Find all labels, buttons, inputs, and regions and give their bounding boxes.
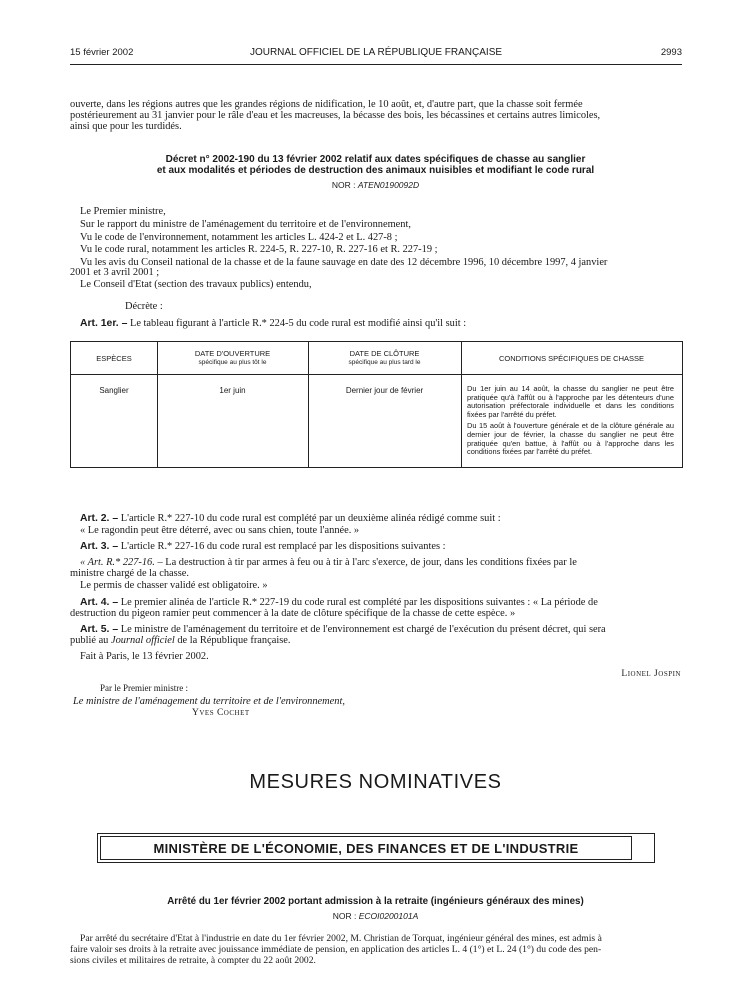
journal-officiel: Journal officiel bbox=[110, 635, 175, 646]
article-4-text: Le premier alinéa de l'article R.* 227-19 du code rural est complété par les dispositions suivantes : « La période de bbox=[120, 597, 598, 608]
article-2-quote: « Le ragondin peut être déterré, avec ou sans chien, toute l'année. » bbox=[80, 525, 360, 536]
header-sublabel: spécifique au plus tôt le bbox=[198, 359, 267, 366]
condition-paragraph: Du 15 août à l'ouverture générale et de la clôture générale au dernier jour de février, la chasse du sanglier ne peut être pratiquée qu'en battue, à l'affût ou à l'approche dans les conditions fixées par l'arrêté du préfet. bbox=[467, 421, 674, 457]
preamble-line: Le Premier ministre, bbox=[80, 206, 166, 217]
journal-title: JOURNAL OFFICIEL DE LA RÉPUBLIQUE FRANÇAISE bbox=[249, 47, 503, 58]
text: de la République française. bbox=[174, 635, 291, 646]
signature-prime-minister: Lionel Jospin bbox=[621, 669, 681, 679]
arrete-line: Par arrêté du secrétaire d'Etat à l'industrie en date du 1er février 2002, M. Christian de Torquat, ingénieur général des mines, est admis à bbox=[80, 933, 602, 944]
preamble-line: Vu le code de l'environnement, notamment les articles L. 424-2 et L. 427-8 ; bbox=[80, 232, 398, 243]
preamble-line: Sur le rapport du ministre de l'aménagement du territoire et de l'environnement, bbox=[80, 219, 411, 230]
section-title: MESURES NOMINATIVES bbox=[249, 771, 502, 793]
preamble-line: Vu les avis du Conseil national de la chasse et de la faune sauvage en date des 12 décembre 1996, 10 décembre 1997, 4 janvier bbox=[80, 257, 608, 268]
nor-label: NOR : bbox=[332, 911, 357, 921]
header-label: CONDITIONS SPÉCIFIQUES DE CHASSE bbox=[498, 353, 645, 363]
article-3-text: L'article R.* 227-16 du code rural est remplacé par les dispositions suivantes : bbox=[120, 541, 446, 552]
article-5-label: Art. 5. – bbox=[80, 624, 119, 635]
header-label: ESPÈCES bbox=[96, 353, 132, 363]
article-3-quote-line3: Le permis de chasser validé est obligatoire. » bbox=[80, 580, 268, 591]
article-1 bbox=[80, 317, 466, 330]
article-5-line2 bbox=[70, 634, 290, 647]
article-3 bbox=[80, 540, 446, 553]
article-3-quote-label: « Art. R.* 227-16. bbox=[80, 557, 155, 568]
article-4-label: Art. 4. – bbox=[80, 597, 119, 608]
article-3-quote-line2: ministre chargé de la chasse. bbox=[70, 568, 189, 579]
page-number: 2993 bbox=[660, 47, 682, 58]
cell-conditions bbox=[467, 385, 674, 460]
decree-nor bbox=[70, 179, 681, 192]
preamble-line: Le Conseil d'Etat (section des travaux publics) entendu, bbox=[80, 279, 312, 290]
article-3-label: Art. 3. – bbox=[80, 541, 119, 552]
cell-espece: Sanglier bbox=[99, 386, 129, 395]
arrete-nor bbox=[70, 910, 681, 923]
nor-code: ATEN0190092D bbox=[357, 180, 420, 190]
table-header-especes bbox=[71, 342, 157, 374]
header-rule bbox=[70, 64, 682, 65]
signature-minister: Yves Cochet bbox=[192, 708, 250, 718]
decrete-label: Décrète : bbox=[125, 301, 163, 312]
hunting-dates-table bbox=[70, 341, 683, 468]
intro-line: ainsi que pour les turdidés. bbox=[70, 121, 182, 132]
preamble-line: 2001 et 3 avril 2001 ; bbox=[70, 267, 160, 278]
article-4-line2: destruction du pigeon ramier peut commencer à la date de clôture spécifique de la chasse de cette espèce. » bbox=[70, 608, 516, 619]
cell-ouverture: 1er juin bbox=[219, 386, 246, 395]
header-sublabel: spécifique au plus tard le bbox=[348, 359, 421, 366]
intro-line: ouverte, dans les régions autres que les grandes régions de nidification, le 10 août, et, d'autre part, que la chasse soit fermée bbox=[70, 99, 583, 110]
table-header-conditions bbox=[461, 342, 682, 374]
article-2-text: L'article R.* 227-10 du code rural est complété par un deuxième alinéa rédigé comme suit : bbox=[120, 513, 501, 524]
nor-code: ECOI0200101A bbox=[358, 911, 419, 921]
decree-title-line2: et aux modalités et périodes de destruction des animaux nuisibles et modifiant le code rural bbox=[156, 165, 595, 176]
arrete-line: sions civiles et militaires de retraite, à compter du 22 août 2002. bbox=[70, 955, 316, 966]
header-label: DATE D'OUVERTURE bbox=[194, 349, 271, 358]
text: publié au bbox=[70, 635, 111, 646]
arrete-title: Arrêté du 1er février 2002 portant admission à la retraite (ingénieurs généraux des mines) bbox=[167, 896, 584, 907]
article-3-quote-text: – La destruction à tir par armes à feu ou à tir à l'arc s'exerce, de jour, dans les conditions fixées par le bbox=[154, 557, 577, 568]
table-header-cloture bbox=[308, 342, 461, 374]
article-2-label: Art. 2. – bbox=[80, 513, 119, 524]
decree-title-line1: Décret n° 2002-190 du 13 février 2002 relatif aux dates spécifiques de chasse au sanglier bbox=[165, 154, 586, 165]
minister-title: Le ministre de l'aménagement du territoire et de l'environnement, bbox=[73, 696, 345, 707]
nor-label: NOR : bbox=[331, 180, 356, 190]
table-header-rule bbox=[71, 374, 682, 375]
header-date: 15 février 2002 bbox=[70, 47, 134, 58]
preamble-line: Vu le code rural, notamment les articles R. 224-5, R. 227-10, R. 227-16 et R. 227-19 ; bbox=[80, 244, 438, 255]
fait-a-paris: Fait à Paris, le 13 février 2002. bbox=[80, 651, 209, 662]
par-le-premier-ministre: Par le Premier ministre : bbox=[100, 683, 188, 693]
article-5-text: Le ministre de l'aménagement du territoire et de l'environnement est chargé de l'exécution du présent décret, qui sera bbox=[120, 624, 606, 635]
cell-cloture: Dernier jour de février bbox=[345, 386, 424, 395]
condition-paragraph: Du 1er juin au 14 août, la chasse du sanglier ne peut être pratiquée qu'à l'affût ou à l'approche par les détenteurs d'une autorisation préfectorale individuelle et dans les conditions fixées par l'arrêté du préfet. bbox=[467, 384, 674, 419]
article-1-label: Art. 1er. – bbox=[80, 318, 128, 329]
table-header-ouverture bbox=[157, 342, 308, 374]
article-1-text: Le tableau figurant à l'article R.* 224-5 du code rural est modifié ainsi qu'il suit : bbox=[129, 318, 467, 329]
header-label: DATE DE CLÔTURE bbox=[349, 349, 420, 358]
arrete-line: faire valoir ses droits à la retraite avec jouissance immédiate de pension, en application des articles L. 4 (1°) et L. 24 (1°) du code des pen- bbox=[70, 944, 602, 955]
ministry-heading: MINISTÈRE DE L'ÉCONOMIE, DES FINANCES ET DE L'INDUSTRIE bbox=[100, 836, 632, 860]
intro-line: postérieurement au 31 janvier pour le râle d'eau et les macreuses, la bécasse des bois, les bécassines et certains autres limicoles, bbox=[70, 110, 601, 121]
